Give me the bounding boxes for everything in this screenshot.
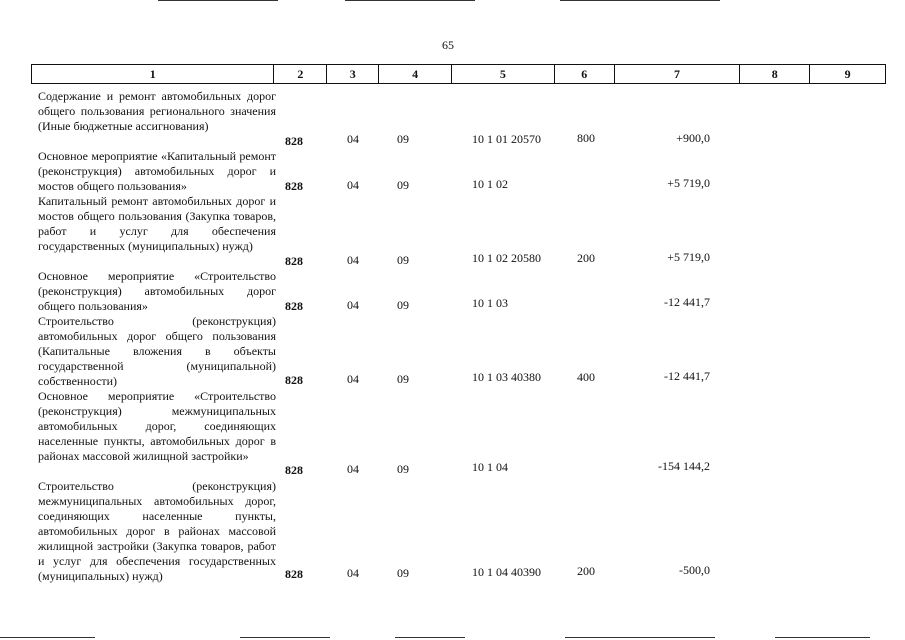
table-header xyxy=(31,64,886,84)
row-section: 04 xyxy=(347,566,359,580)
row-target-article: 10 1 01 20570 xyxy=(472,132,541,146)
row-target-article: 10 1 04 xyxy=(472,460,508,474)
row-target-article: 10 1 04 40390 xyxy=(472,565,541,579)
header-col-3: 3 xyxy=(327,65,379,83)
row-target-article: 10 1 03 xyxy=(472,296,508,310)
row-admin-code: 828 xyxy=(285,373,303,387)
scan-edge-bottom-4 xyxy=(565,637,715,638)
scan-edge-top-2 xyxy=(345,0,475,1)
row-expense-type: 800 xyxy=(577,131,595,145)
row-subsection: 09 xyxy=(397,132,409,146)
row-amount: -12 441,7 xyxy=(664,295,710,309)
row-description: Основное мероприятие «Строительство (реконструкция) межмуниципальных автомобильных дорог, соединяющих населенные пункты, автомобильных дорог в районах массовой жилищной застройки» xyxy=(38,389,276,463)
row-description: Содержание и ремонт автомобильных дорог общего пользования регионального значения (Иные бюджетные ассигнования) xyxy=(38,89,276,133)
row-description: Основное мероприятие «Капитальный ремонт (реконструкция) автомобильных дорог и мостов общего пользования» xyxy=(38,149,276,193)
row-expense-type: 200 xyxy=(577,251,595,265)
row-section: 04 xyxy=(347,178,359,192)
scan-edge-bottom-2 xyxy=(240,637,330,638)
row-amount: +5 719,0 xyxy=(667,176,710,190)
row-admin-code: 828 xyxy=(285,134,303,148)
row-amount: -500,0 xyxy=(679,563,710,577)
row-section: 04 xyxy=(347,372,359,386)
row-subsection: 09 xyxy=(397,462,409,476)
row-amount: -154 144,2 xyxy=(658,459,710,473)
scan-edge-top-1 xyxy=(158,0,278,1)
scan-edge-bottom-5 xyxy=(775,637,870,638)
header-col-5: 5 xyxy=(452,65,555,83)
scan-edge-bottom-3 xyxy=(395,637,465,638)
row-amount: -12 441,7 xyxy=(664,369,710,383)
scan-edge-top-3 xyxy=(560,0,720,1)
row-subsection: 09 xyxy=(397,372,409,386)
row-description: Капитальный ремонт автомобильных дорог и мостов общего пользования (Закупка товаров, работ и услуг для обеспечения государственных (муниципальных) нужд) xyxy=(38,194,276,253)
row-target-article: 10 1 03 40380 xyxy=(472,370,541,384)
scan-edge-bottom-1 xyxy=(0,637,95,638)
header-col-6: 6 xyxy=(555,65,615,83)
row-section: 04 xyxy=(347,132,359,146)
row-amount: +5 719,0 xyxy=(667,250,710,264)
header-col-7: 7 xyxy=(615,65,741,83)
row-expense-type: 400 xyxy=(577,370,595,384)
header-col-2: 2 xyxy=(274,65,327,83)
header-col-4: 4 xyxy=(379,65,452,83)
header-col-1: 1 xyxy=(32,65,274,83)
row-subsection: 09 xyxy=(397,253,409,267)
row-target-article: 10 1 02 20580 xyxy=(472,251,541,265)
row-admin-code: 828 xyxy=(285,567,303,581)
row-admin-code: 828 xyxy=(285,463,303,477)
row-admin-code: 828 xyxy=(285,179,303,193)
row-section: 04 xyxy=(347,253,359,267)
header-col-8: 8 xyxy=(740,65,810,83)
row-section: 04 xyxy=(347,462,359,476)
row-target-article: 10 1 02 xyxy=(472,177,508,191)
row-admin-code: 828 xyxy=(285,299,303,313)
row-description: Строительство (реконструкция) автомобильных дорог общего пользования (Капитальные вложения в объекты государственной (муниципальной) собственности) xyxy=(38,314,276,388)
row-section: 04 xyxy=(347,298,359,312)
row-admin-code: 828 xyxy=(285,254,303,268)
row-expense-type: 200 xyxy=(577,564,595,578)
row-description: Строительство (реконструкция) межмуниципальных автомобильных дорог, соединяющих населенные пункты, автомобильных дорог в районах массовой жилищной застройки (Закупка товаров, работ и услуг для обеспечения государственных (муниципальных) нужд) xyxy=(38,479,276,583)
page-number: 65 xyxy=(442,38,454,52)
row-subsection: 09 xyxy=(397,566,409,580)
row-subsection: 09 xyxy=(397,178,409,192)
row-subsection: 09 xyxy=(397,298,409,312)
header-col-9: 9 xyxy=(844,66,851,81)
row-description: Основное мероприятие «Строительство (реконструкция) автомобильных дорог общего пользования» xyxy=(38,269,276,313)
row-amount: +900,0 xyxy=(676,131,710,145)
